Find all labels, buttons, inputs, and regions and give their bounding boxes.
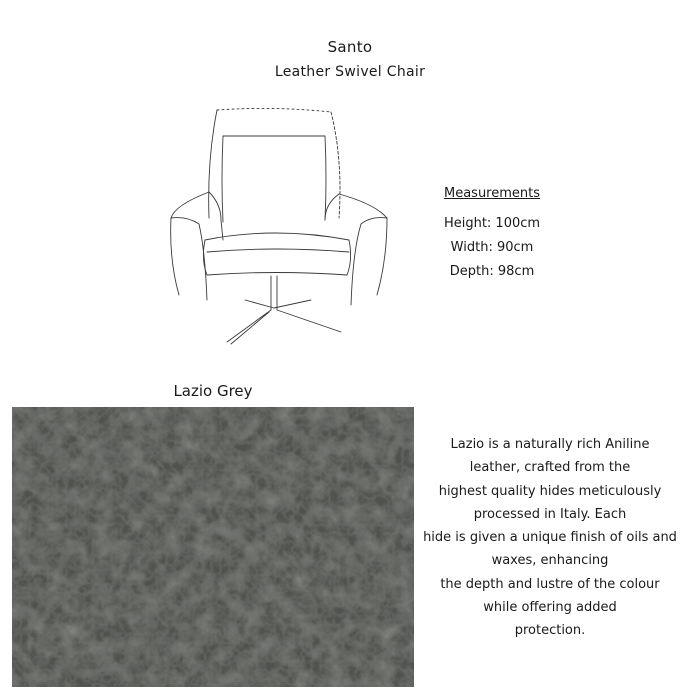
description-line: protection. [514,623,586,639]
leather-swatch-image [12,407,414,687]
description-line: Lazio is a naturally rich Aniline [450,437,650,452]
measurement-height: Height: 100cm [443,216,541,231]
description-line: processed in Italy. Each [473,506,627,522]
measurements-panel [412,182,572,284]
description-line: waxes, enhancing [491,553,609,569]
swatch-name: Lazio Grey [173,382,253,400]
description-line: while offering added [483,600,617,616]
description-line: leather, crafted from the [469,460,631,476]
description-line: the depth and lustre of the colour [440,576,660,592]
description-line: highest quality hides meticulously [438,483,662,499]
measurement-depth: Depth: 98cm [449,264,535,279]
chair-line-drawing [165,100,395,350]
measurement-width: Width: 90cm [450,240,534,255]
product-type: Leather Swivel Chair [274,64,426,80]
description-line: hide is given a unique finish of oils and [423,530,677,546]
measurements-heading: Measurements [443,186,541,201]
leather-description [416,433,684,643]
product-name: Santo [327,38,373,56]
